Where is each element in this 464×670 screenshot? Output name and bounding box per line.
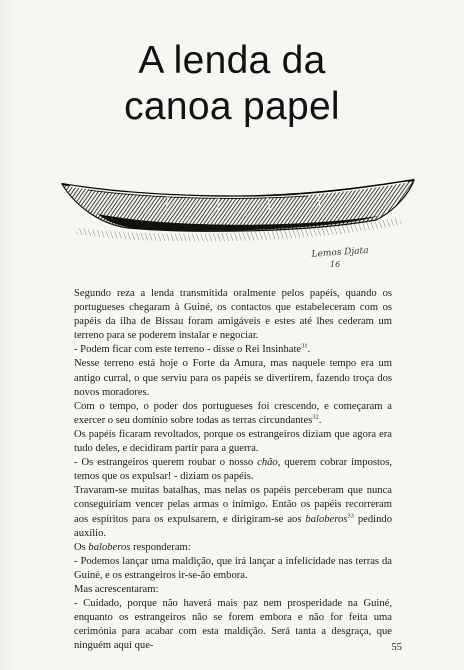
footnote-ref: 33 — [347, 511, 354, 519]
page-number: 55 — [391, 642, 402, 653]
artist-signature-year: 16 — [330, 260, 341, 269]
italic-term: chão — [257, 457, 278, 469]
paragraph-text: responderam: — [130, 541, 191, 553]
paragraph-3 — [74, 357, 392, 399]
paragraph-2 — [74, 343, 392, 357]
paragraph-6 — [74, 456, 392, 484]
footnote-ref: 32 — [312, 413, 319, 421]
paragraph-11 — [74, 597, 392, 653]
paragraph-text: - Podem ficar com este terreno - disse o Rei Insinhate — [74, 344, 302, 356]
paragraph-text: - Podemos lançar uma maldição, que irá lançar a infelicidade nas terras da Guiné, e os estrangeiros ir-se-ão embora. — [74, 555, 392, 581]
chapter-title-line-1: A lenda da — [138, 39, 326, 82]
chapter-title-line-2: canoa papel — [124, 85, 340, 128]
paragraph-8 — [74, 541, 392, 555]
italic-term: baloberos — [305, 513, 348, 525]
paragraph-4 — [74, 400, 392, 428]
paragraph-10 — [74, 583, 392, 597]
paragraph-text: Mas acrescentaram: — [74, 583, 159, 595]
paragraph-text: . — [307, 344, 311, 356]
paragraph-text: - Cuidado, porque não haverá mais paz nem prosperidade na Guiné, enquanto os estrangeiros não se forem embora e não for feita uma cerimónia para acabar com esta maldição. Será tanta a desgraça, que ninguém aqui que- — [74, 598, 392, 652]
paragraph-text: pedindo auxílio. — [74, 513, 392, 539]
paragraph-text: Travaram-se muitas batalhas, mas nelas os papéis perceberam que nunca conseguiriam vencer pelas armas o inimigo. Então os papéis recorreram aos espíritos para os expulsarem, e dirigiram-se aos — [74, 485, 392, 525]
paragraph-text: Os papéis ficaram revoltados, porque os estrangeiros diziam que agora era tudo deles, e decidiram partir para a guerra. — [74, 428, 392, 455]
story-body — [74, 287, 392, 653]
paragraph-9 — [74, 555, 392, 583]
paragraph-text: , querem cobrar impostos, temos que os expulsar! - diziam os papéis. — [74, 457, 393, 483]
paragraph-text: Os — [74, 541, 89, 553]
italic-term: baloberos — [88, 541, 131, 553]
paragraph-text: Segundo reza a lenda transmitida oralmente pelos papéis, quando os portugueses chegaram à Guiné, os contactos que estabeleceram com os papéis da ilha de Bissau foram amigáveis e estes até lhes cederam um terreno para se poderem instalar e negociar. — [74, 288, 392, 342]
paragraph-1 — [74, 287, 392, 343]
paragraph-text: . — [318, 414, 322, 426]
paragraph-text: - Os estrangeiros querem roubar o nosso — [74, 457, 258, 469]
footnote-ref: 31 — [301, 342, 308, 350]
artist-signature: Lemos Djata — [311, 245, 369, 260]
paragraph-text: Com o tempo, o poder dos portugueses foi crescendo, e começaram a exercer o seu domínio sobre todas as terras circundantes — [74, 400, 392, 426]
paragraph-7 — [74, 484, 392, 540]
paragraph-text: Nesse terreno está hoje o Forte da Amura, mas naquele tempo era um antigo curral, o que serviu para os papéis se divertirem, fazendo troça dos novos moradores. — [74, 358, 392, 398]
chapter-title — [0, 38, 464, 130]
paragraph-5 — [74, 428, 392, 456]
